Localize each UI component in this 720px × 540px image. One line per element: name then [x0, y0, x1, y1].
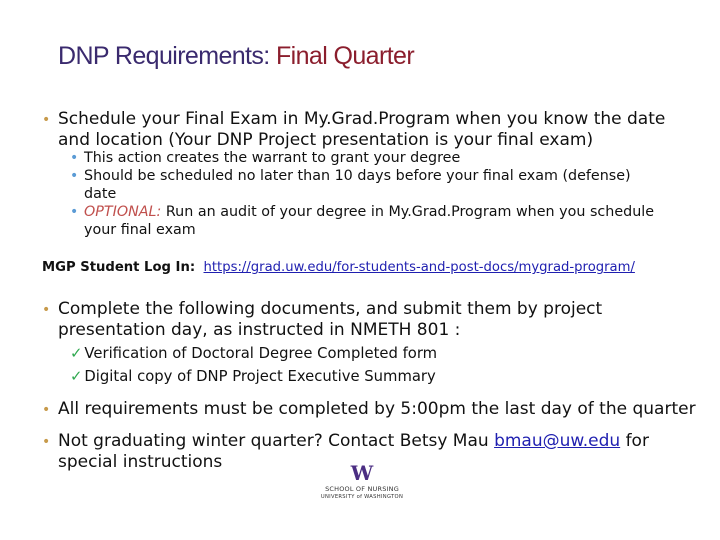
checklist-item-1-label: Verification of Doctoral Degree Completed form	[84, 345, 438, 362]
bullet-2-line-2: presentation day, as instructed in NMETH 801 :	[58, 320, 461, 340]
mgp-label: MGP Student Log In:	[42, 260, 196, 275]
checkmark-icon: ✓	[70, 345, 83, 362]
bullet-4-text: Not graduating winter quarter? Contact Betsy Mau	[58, 431, 495, 451]
bullet-2-line-1: Complete the following documents, and submit them by project	[58, 299, 603, 319]
checklist-item-2-label: Digital copy of DNP Project Executive Summary	[84, 368, 436, 385]
optional-label: OPTIONAL:	[84, 204, 162, 220]
sub-bullet-3-line-2: your final exam	[84, 222, 196, 238]
bullet-1-line-1: Schedule your Final Exam in My.Grad.Program when you know the date	[58, 109, 666, 129]
slide-title	[58, 42, 414, 71]
mgp-login-line	[42, 260, 635, 275]
checklist-item-1	[70, 345, 437, 363]
sub-bullet-dot: •	[70, 150, 79, 166]
uw-w-logo-icon: W	[350, 461, 374, 485]
sub-bullet-3-line-1	[84, 204, 654, 222]
sub-bullet-1: This action creates the warrant to grant your degree	[84, 150, 461, 166]
checkmark-icon: ✓	[70, 368, 83, 385]
sub-bullet-2-line-1: Should be scheduled no later than 10 days before your final exam (defense)	[84, 168, 631, 184]
bullet-1-line-2: and location (Your DNP Project presentation is your final exam)	[58, 130, 594, 150]
bullet-dot: •	[42, 112, 51, 128]
bullet-3: All requirements must be completed by 5:00pm the last day of the quarter	[58, 399, 696, 419]
checklist-item-2	[70, 368, 436, 386]
title-part-1: DNP Requirements:	[58, 42, 276, 70]
bullet-dot: •	[42, 434, 51, 450]
bullet-4-text-end: for	[620, 431, 649, 451]
sub-bullet-dot: •	[70, 204, 79, 220]
bullet-4-line-1	[58, 431, 649, 452]
title-part-2: Final Quarter	[276, 42, 415, 70]
mgp-link[interactable]: https://grad.uw.edu/for-students-and-post-docs/mygrad-program/	[203, 260, 635, 275]
bullet-dot: •	[42, 402, 51, 418]
logo-line-1: SCHOOL OF NURSING	[325, 485, 399, 493]
sub-bullet-3-text: Run an audit of your degree in My.Grad.Program when you schedule	[161, 204, 655, 220]
sub-bullet-dot: •	[70, 168, 79, 184]
school-of-nursing-logo	[320, 463, 404, 500]
bullet-4-line-2: special instructions	[58, 452, 223, 472]
bullet-dot: •	[42, 302, 51, 318]
logo-line-2: UNIVERSITY of WASHINGTON	[320, 494, 404, 500]
email-link[interactable]: bmau@uw.edu	[494, 431, 621, 451]
sub-bullet-2-line-2: date	[84, 186, 117, 202]
